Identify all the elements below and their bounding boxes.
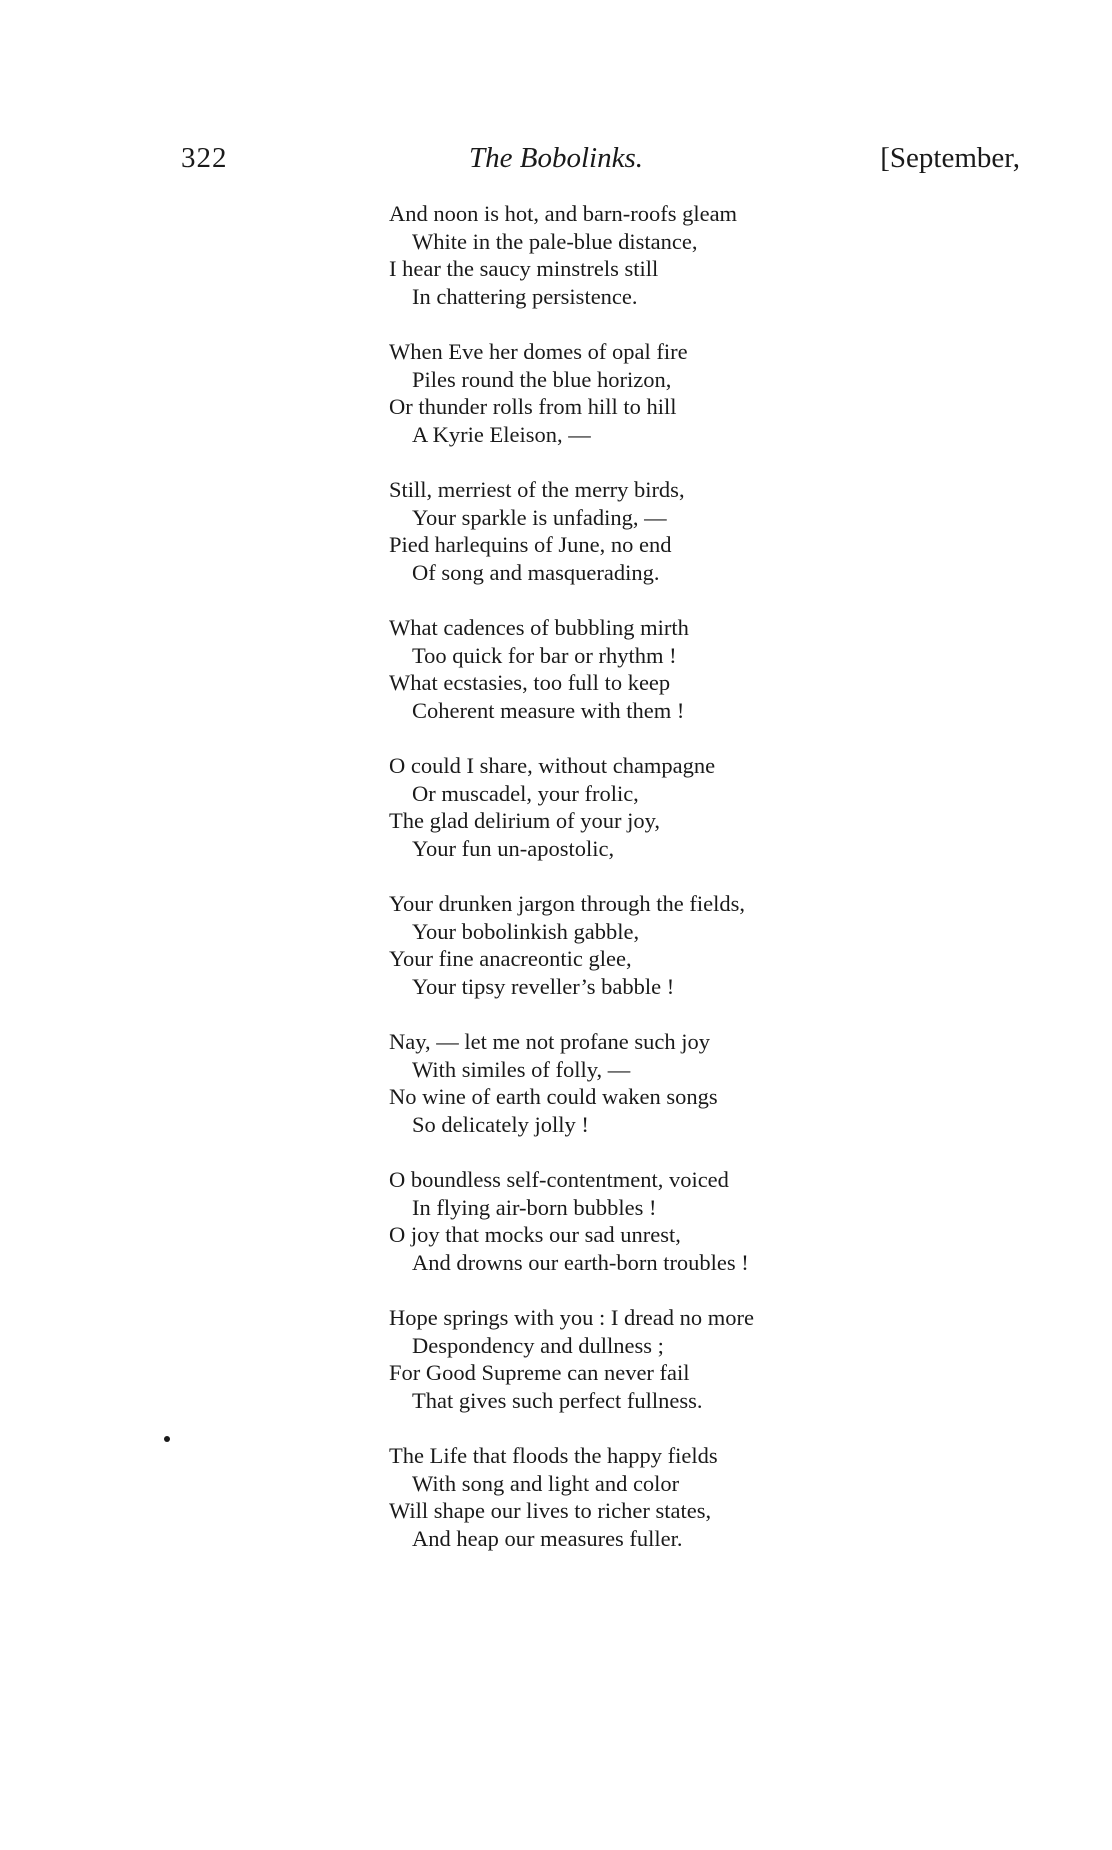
poem-line: What ecstasies, too full to keep bbox=[389, 670, 671, 695]
stanza bbox=[389, 614, 949, 724]
running-header bbox=[0, 142, 1112, 186]
poem-line: Pied harlequins of June, no end bbox=[389, 532, 672, 557]
poem-line: And heap our measures fuller. bbox=[412, 1525, 683, 1551]
poem-line: The glad delirium of your joy, bbox=[389, 808, 660, 833]
poem-line: When Eve her domes of opal fire bbox=[389, 339, 688, 364]
stanza bbox=[389, 752, 949, 862]
stanza bbox=[389, 338, 949, 448]
poem-line: Piles round the blue horizon, bbox=[412, 366, 672, 392]
poem-line: That gives such perfect fullness. bbox=[412, 1387, 703, 1413]
stanza bbox=[389, 1028, 949, 1138]
poem-line: Or thunder rolls from hill to hill bbox=[389, 394, 677, 419]
poem-line: Of song and masquerading. bbox=[412, 559, 660, 585]
poem-line: With similes of folly, — bbox=[412, 1056, 631, 1082]
stanza bbox=[389, 1442, 949, 1552]
poem-line: What cadences of bubbling mirth bbox=[389, 615, 689, 640]
poem-line: With song and light and color bbox=[412, 1470, 680, 1496]
poem-line: I hear the saucy minstrels still bbox=[389, 256, 659, 281]
poem-line: White in the pale-blue distance, bbox=[412, 228, 698, 254]
ink-speck bbox=[164, 1436, 170, 1442]
poem-line: Still, merriest of the merry birds, bbox=[389, 477, 685, 502]
poem-body bbox=[389, 200, 949, 1580]
poem-line: A Kyrie Eleison, — bbox=[412, 421, 591, 447]
poem-line: The Life that floods the happy fields bbox=[389, 1443, 718, 1468]
poem-line: Coherent measure with them ! bbox=[412, 697, 685, 723]
stanza bbox=[389, 200, 949, 310]
poem-line: Nay, — let me not profane such joy bbox=[389, 1029, 710, 1054]
poem-line: Too quick for bar or rhythm ! bbox=[412, 642, 677, 668]
poem-line: And drowns our earth-born troubles ! bbox=[412, 1249, 749, 1275]
poem-line: Your bobolinkish gabble, bbox=[412, 918, 640, 944]
page-number: 322 bbox=[181, 142, 228, 174]
poem-line: No wine of earth could waken songs bbox=[389, 1084, 718, 1109]
poem-line: O could I share, without champagne bbox=[389, 753, 716, 778]
running-title: The Bobolinks. bbox=[469, 142, 643, 174]
poem-line: Your sparkle is unfading, — bbox=[412, 504, 667, 530]
poem-line: Your drunken jargon through the fields, bbox=[389, 891, 746, 916]
stanza bbox=[389, 1304, 949, 1414]
stanza bbox=[389, 1166, 949, 1276]
poem-line: Your fine anacreontic glee, bbox=[389, 946, 632, 971]
running-head-month: [September, bbox=[880, 142, 1020, 174]
poem-line: Hope springs with you : I dread no more bbox=[389, 1305, 754, 1330]
poem-line: In chattering persistence. bbox=[412, 283, 638, 309]
poem-line: For Good Supreme can never fail bbox=[389, 1360, 690, 1385]
poem-line: Your fun un-apostolic, bbox=[412, 835, 615, 861]
poem-line: O boundless self-contentment, voiced bbox=[389, 1167, 729, 1192]
poem-line: And noon is hot, and barn-roofs gleam bbox=[389, 201, 738, 226]
stanza bbox=[389, 890, 949, 1000]
poem-line: Or muscadel, your frolic, bbox=[412, 780, 639, 806]
poem-line: Despondency and dullness ; bbox=[412, 1332, 664, 1358]
poem-line: Your tipsy reveller’s babble ! bbox=[412, 973, 675, 999]
poem-line: O joy that mocks our sad unrest, bbox=[389, 1222, 681, 1247]
poem-line: In flying air-born bubbles ! bbox=[412, 1194, 657, 1220]
poem-line: So delicately jolly ! bbox=[412, 1111, 589, 1137]
stanza bbox=[389, 476, 949, 586]
poem-line: Will shape our lives to richer states, bbox=[389, 1498, 712, 1523]
